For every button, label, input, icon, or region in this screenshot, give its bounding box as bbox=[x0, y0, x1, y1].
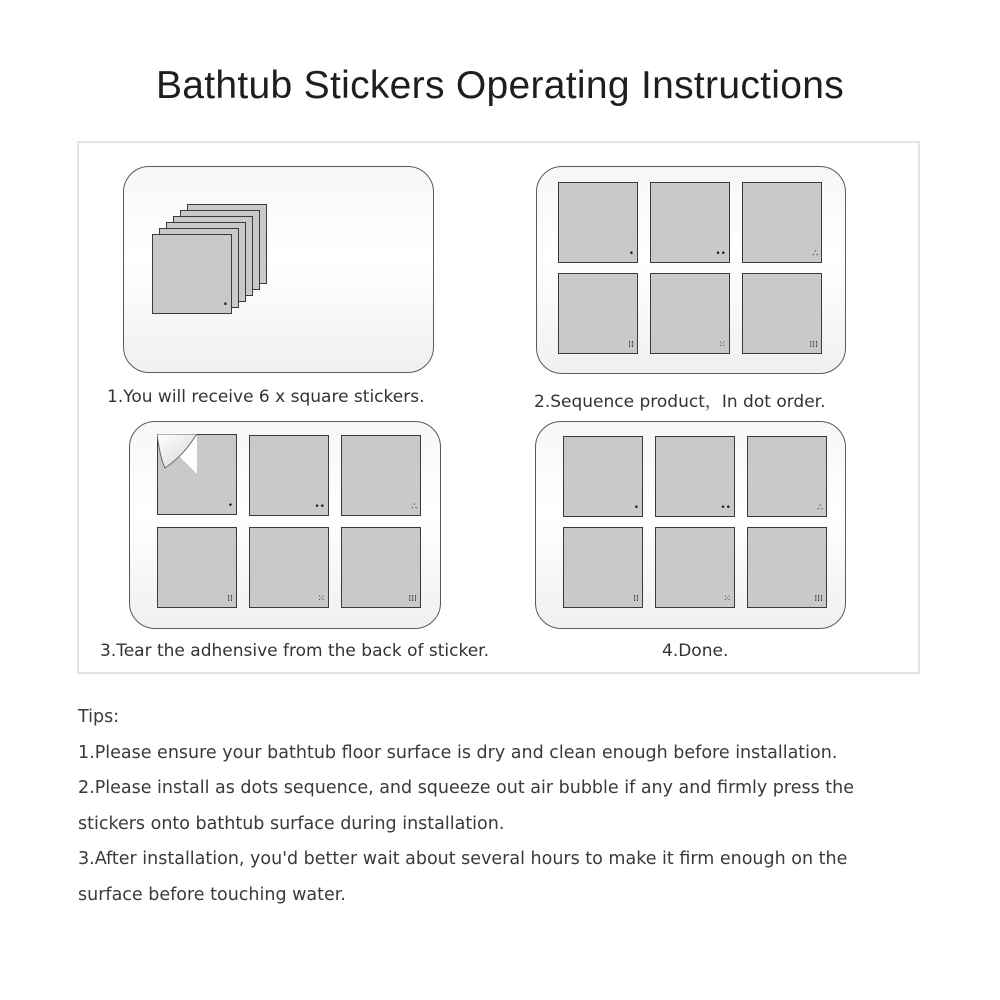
sticker-5 bbox=[655, 527, 735, 608]
sticker-6 bbox=[747, 527, 827, 608]
step1-tray bbox=[123, 166, 434, 373]
sticker-1 bbox=[558, 182, 638, 263]
dot-mark: •• bbox=[720, 503, 731, 513]
sticker-5 bbox=[650, 273, 730, 354]
dot-mark: ⁞⁞ bbox=[628, 340, 634, 350]
sticker-3 bbox=[341, 435, 421, 516]
tip-line: surface before touching water. bbox=[78, 884, 346, 905]
dot-mark: ⁞⁞⁞ bbox=[408, 594, 417, 604]
dot-mark: ∴ bbox=[812, 249, 818, 259]
tips-heading: Tips: bbox=[78, 707, 120, 727]
sticker-2 bbox=[655, 436, 735, 517]
sticker-4 bbox=[563, 527, 643, 608]
sticker-stack-top bbox=[152, 234, 232, 314]
sticker-4 bbox=[558, 273, 638, 354]
step4-tray bbox=[535, 421, 846, 629]
dot-mark: ∴ bbox=[817, 503, 823, 513]
sticker-6 bbox=[341, 527, 421, 608]
peeled-corner-icon bbox=[157, 434, 197, 474]
dot-mark: • bbox=[227, 501, 233, 511]
tip-line: 2.Please install as dots sequence, and squeeze out air bubble if any and firmly press the bbox=[78, 778, 854, 798]
dot-mark: ⁙ bbox=[723, 594, 731, 604]
instructions-panel bbox=[77, 141, 920, 674]
sticker-4 bbox=[157, 527, 237, 608]
sticker-2 bbox=[650, 182, 730, 263]
page-title: Bathtub Stickers Operating Instructions bbox=[155, 64, 845, 107]
tip-line: 1.Please ensure your bathtub floor surface is dry and clean enough before installation. bbox=[78, 742, 838, 763]
sticker-1-peeling bbox=[157, 434, 237, 515]
dot-mark: ⁞⁞⁞ bbox=[814, 594, 823, 604]
step2-tray bbox=[536, 166, 846, 374]
tips-section bbox=[78, 705, 938, 918]
dot-mark: • bbox=[633, 503, 639, 513]
sticker-3 bbox=[742, 182, 822, 263]
tip-line: stickers onto bathtub surface during installation. bbox=[78, 813, 505, 834]
dot-mark: •• bbox=[314, 502, 325, 512]
dot-mark: ⁙ bbox=[317, 594, 325, 604]
dot-mark: •• bbox=[715, 249, 726, 259]
dot-mark: ⁞⁞⁞ bbox=[809, 340, 818, 350]
dot-mark: ⁙ bbox=[718, 340, 726, 350]
sticker-5 bbox=[249, 527, 329, 608]
dot-mark: ⁞⁞ bbox=[633, 594, 639, 604]
dot-mark: • bbox=[628, 249, 634, 259]
step3-tray bbox=[129, 421, 441, 629]
step3-caption: 3.Tear the adhensive from the back of sticker. bbox=[100, 641, 489, 661]
sticker-3 bbox=[747, 436, 827, 517]
step4-caption: 4.Done. bbox=[662, 641, 729, 661]
sticker-6 bbox=[742, 273, 822, 354]
step1-caption: 1.You will receive 6 x square stickers. bbox=[107, 387, 425, 407]
sticker-2 bbox=[249, 435, 329, 516]
tip-line: 3.After installation, you'd better wait about several hours to make it firm enough on the bbox=[78, 849, 848, 869]
dot-mark: ∴ bbox=[411, 502, 417, 512]
dot-mark: ⁞⁞ bbox=[227, 594, 233, 604]
dot-mark: • bbox=[222, 300, 228, 310]
step2-caption: 2.Sequence product，In dot order. bbox=[534, 392, 826, 412]
sticker-1 bbox=[563, 436, 643, 517]
